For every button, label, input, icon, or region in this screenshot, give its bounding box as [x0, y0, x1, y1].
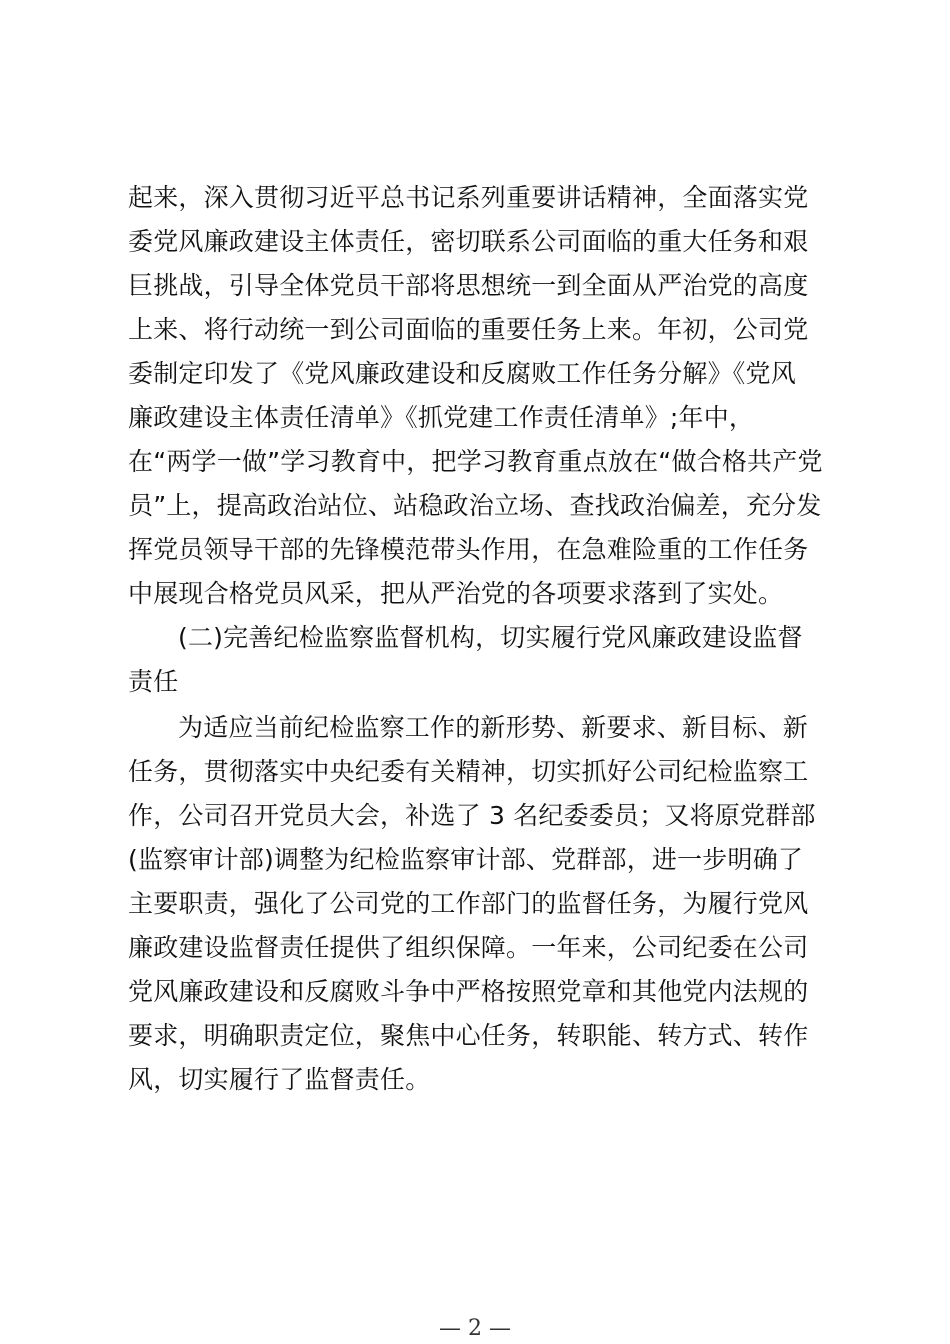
text-line: 党风廉政建设和反腐败斗争中严格按照党章和其他党内法规的	[128, 977, 809, 1006]
text-line: 巨挑战，引导全体党员干部将思想统一到全面从严治党的高度	[128, 271, 809, 300]
text-line: 员”上，提高政治站位、站稳政治立场、查找政治偏差，充分发	[128, 491, 822, 520]
page-number: — 2 —	[439, 1316, 511, 1341]
text-line: 任务，贯彻落实中央纪委有关精神，切实抓好公司纪检监察工	[128, 757, 809, 786]
text-line: 主要职责，强化了公司党的工作部门的监督任务，为履行党风	[128, 889, 809, 918]
text-line: 廉政建设主体责任清单》《抓党建工作责任清单》;年中，	[128, 403, 755, 432]
text-line: 委党风廉政建设主体责任，密切联系公司面临的重大任务和艰	[128, 227, 809, 256]
paragraph-1	[128, 176, 828, 616]
text-line: 起来，深入贯彻习近平总书记系列重要讲话精神，全面落实党	[128, 183, 809, 212]
text-line: 挥党员领导干部的先锋模范带头作用，在急难险重的工作任务	[128, 535, 809, 564]
text-line: 风，切实履行了监督责任。	[128, 1065, 431, 1094]
text-line: 委制定印发了《党风廉政建设和反腐败工作任务分解》《党风	[128, 359, 796, 388]
text-line: 中展现合格党员风采，把从严治党的各项要求落到了实处。	[128, 579, 784, 608]
text-line: (监察审计部)调整为纪检监察审计部、党群部，进一步明确了	[128, 845, 804, 874]
heading-line: (二)完善纪检监察监督机构，切实履行党风廉政建设监督	[178, 623, 803, 652]
text-line: 为适应当前纪检监察工作的新形势、新要求、新目标、新	[178, 713, 809, 742]
section-heading-2	[128, 616, 828, 704]
text-line: 在“两学一做”学习教育中，把学习教育重点放在“做合格共产党	[128, 447, 823, 476]
paragraph-2	[128, 706, 828, 1102]
text-line: 廉政建设监督责任提供了组织保障。一年来，公司纪委在公司	[128, 933, 809, 962]
text-line: 要求，明确职责定位，聚焦中心任务，转职能、转方式、转作	[128, 1021, 809, 1050]
text-line: 作，公司召开党员大会，补选了 3 名纪委委员；又将原党群部	[128, 801, 816, 830]
text-line: 上来、将行动统一到公司面临的重要任务上来。年初，公司党	[128, 315, 809, 344]
heading-line: 责任	[128, 667, 179, 696]
